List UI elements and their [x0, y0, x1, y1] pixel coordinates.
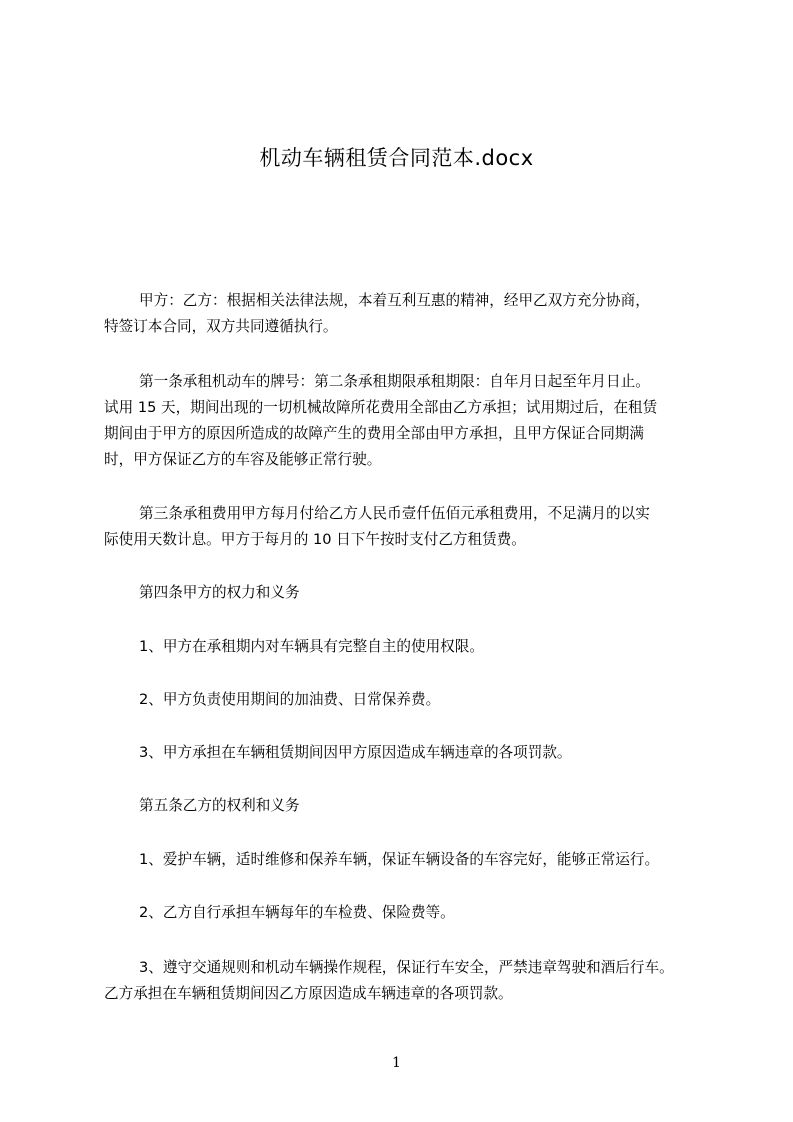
paragraph-article-1-2	[104, 369, 700, 473]
text-line: 3、遵守交通规则和机动车辆操作规程，保证行车安全，严禁违章驾驶和酒后行车。	[139, 959, 674, 976]
text-line: 乙方承担在车辆租赁期间因乙方原因造成车辆违章的各项罚款。	[104, 985, 513, 1002]
text-line: 1、甲方在承租期内对车辆具有完整自主的使用权限。	[139, 638, 484, 655]
heading-article-4	[104, 580, 700, 606]
paragraph-preamble	[104, 288, 700, 340]
page-number: 1	[392, 1055, 401, 1071]
text-line: 甲方：乙方：根据相关法律法规，本着互利互惠的精神，经甲乙双方充分协商，	[139, 292, 650, 309]
paragraph-article-4-item-1	[104, 634, 700, 660]
paragraph-article-4-item-2	[104, 687, 700, 713]
text-line: 试用 15 天，期间出现的一切机械故障所花费用全部由乙方承担；试用期过后，在租赁	[104, 399, 658, 416]
text-line: 第五条乙方的权利和义务	[139, 797, 300, 814]
text-line: 2、甲方负责使用期间的加油费、日常保养费。	[139, 691, 441, 708]
paragraph-article-5-item-2	[104, 900, 700, 926]
text-line: 第四条甲方的权力和义务	[139, 584, 300, 601]
text-line: 第一条承租机动车的牌号：第二条承租期限承租期限：自年月日起至年月日止。	[139, 373, 650, 390]
paragraph-article-5-item-1	[104, 847, 700, 873]
text-line: 期间由于甲方的原因所造成的故障产生的费用全部由甲方承担，且甲方保证合同期满	[104, 425, 644, 442]
text-line: 3、甲方承担在车辆租赁期间因甲方原因造成车辆违章的各项罚款。	[139, 744, 572, 761]
text-line: 2、乙方自行承担车辆每年的车检费、保险费等。	[139, 904, 455, 921]
text-line: 时，甲方保证乙方的车容及能够正常行驶。	[104, 451, 382, 468]
document-title: 机动车辆租赁合同范本.docx	[259, 146, 534, 170]
text-line: 1、爱护车辆，适时维修和保养车辆，保证车辆设备的车容完好，能够正常运行。	[139, 851, 660, 868]
text-line: 特签订本合同，双方共同遵循执行。	[104, 318, 338, 335]
paragraph-article-3	[104, 501, 700, 553]
paragraph-article-4-item-3	[104, 740, 700, 766]
heading-article-5	[104, 793, 700, 819]
text-line: 第三条承租费用甲方每月付给乙方人民币壹仟伍佰元承租费用，不足满月的以实	[139, 505, 650, 522]
paragraph-article-5-item-3	[104, 955, 700, 1007]
text-line: 际使用天数计息。甲方于每月的 10 日下午按时支付乙方租赁费。	[104, 531, 526, 548]
